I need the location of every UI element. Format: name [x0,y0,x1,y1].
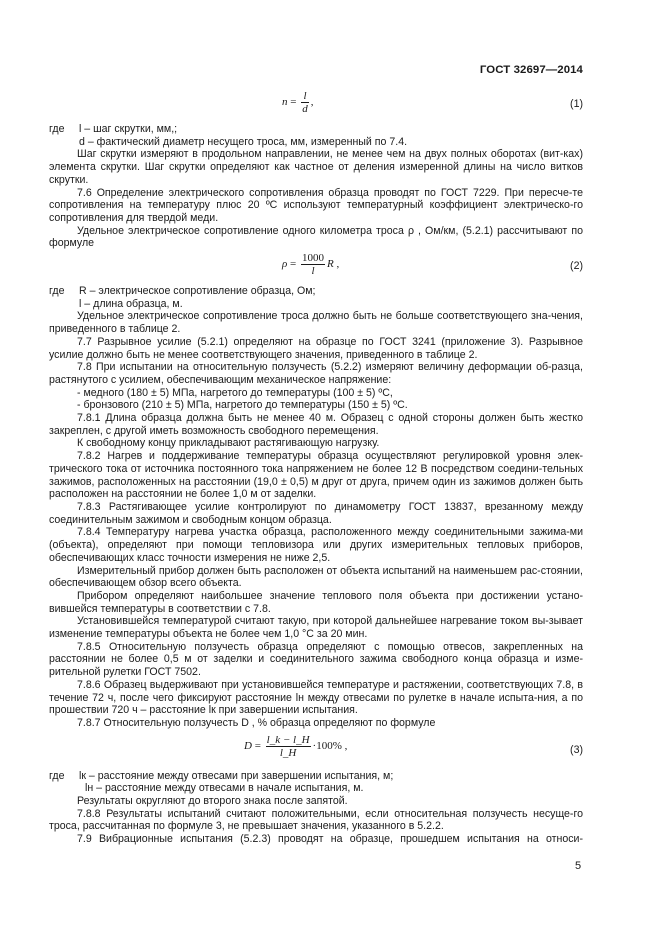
paragraph-7-8-6: 7.8.6 Образец выдерживают при установившейся температуре и растяжении, соответствующих 7.8, в течение 72 ч, после чего фиксируют расстояние lн между отвесами по рулетке в начале испыта-ния, а по прошествии 720 ч – расстояние lк при завершении испытания. [49,678,583,717]
eq1-fraction [301,90,309,115]
equation-1 [49,90,583,120]
paragraph-7-8-7: 7.8.7 Относительную ползучесть D , % образца определяют по формуле [77,716,436,729]
eq2-equals: = [290,258,297,271]
where-block-2 [49,285,583,310]
page-body [49,90,583,846]
paragraph-7-8-8: 7.8.8 Результаты испытаний считают положительными, если относительная ползучесть несуще-го троса, рассчитанная по формуле 3, не превышает значения, указанного в 5.2.2. [49,807,583,833]
document-header: ГОСТ 32697—2014 [479,64,583,76]
paragraph-7-8-5: 7.8.5 Относительную ползучесть образца определяют с помощью отвесов, закрепленных на расстоянии не более 0,5 м от заделки и соединительного зажима свободного конца образца и изме-рительной рулетки ГОСТ 7502. [49,640,583,679]
eq2-number: (2) [570,260,583,273]
eq3-denominator: l_H [279,746,297,759]
paragraph-rounding: Результаты округляют до второго знака после запятой. [77,795,348,808]
eq1-number: (1) [570,98,583,110]
paragraph-steady-temperature: Установившейся температурой считают такую, при которой дальнейшее нагревание током вы-зывает изменение температуры объекта не более чем 1,0 °С за 20 мин. [49,615,583,641]
eq2-variable: R [327,258,334,271]
def-length-l: l – длина образца, м. [79,297,183,310]
paragraph-7-8-3: 7.8.3 Растягивающее усилие контролируют по динамометру ГОСТ 13837, врезанному между соединительным зажимом и свободным концом образца. [49,500,583,526]
eq2-tail: , [336,258,340,271]
eq2-fraction [301,252,325,277]
paragraph-7-6: 7.6 Определение электрического сопротивления образца проводят по ГОСТ 7229. При пересче-те сопротивления на температуру плюс 20 ºС используют температурный коэффициент электрическо-го сопротивления для твердой меди. [49,186,583,224]
paragraph-7-8: 7.8 При испытании на относительную ползучесть (5.2.2) измеряют величину деформации об-разца, растянутого с усилием, обеспечивающим механическое напряжение: [49,361,583,386]
paragraph-7-8-2: 7.8.2 Нагрев и поддерживание температуры образца осуществляют регулировкой уровня элек-трического тока от источника постоянного тока напряжением не более 12 В посредством соедини-тельных зажимов, расположенных на расстоянии (19,0 ± 0,5) м друг от друга, причем один из зажимов должен быть расположен на расстоянии не более 1,0 м от заделки. [49,450,583,501]
paragraph-device-determines: Прибором определяют наибольшее значение теплового поля объекта при достижении устано-вившейся температуры в соответствии с 7.8. [49,589,583,615]
eq3-multiplier: ·100% , [312,739,348,752]
where-label: где [49,123,65,135]
eq1-numerator: l [301,90,309,103]
def-lh: lн – расстояние между отвесами в начале испытания, м. [85,782,364,795]
equation-2 [49,252,583,282]
def-step-l: l – шаг скрутки, мм,; [79,123,178,135]
paragraph-resistivity-requirement: Удельное электрическое сопротивление троса должно быть не больше соответствующего зна-чения, приведенного в таблице 2. [49,310,583,336]
paragraph-measuring-device: Измерительный прибор должен быть расположен от объекта испытаний на наименьшем рас-стоянии, обеспечивающем обзор всего объекта. [49,564,583,590]
paragraph-7-8-1: 7.8.1 Длина образца должна быть не менее 40 м. Образец с одной стороны должен быть жестко закреплен, с другой иметь возможность свободного перемещения. [49,412,583,437]
eq1-tail: , [310,96,314,109]
eq1-denominator: d [302,103,308,115]
where-label: где [49,769,65,782]
list-item-bronze: - бронзового (210 ± 5) МПа, нагретого до температуры (150 ± 5) ºС. [77,399,408,412]
def-resistance-R: R – электрическое сопротивление образца, Ом; [79,285,316,298]
paragraph-7-7: 7.7 Разрывное усилие (5.2.1) определяют на образце по ГОСТ 3241 (приложение 3). Разрывное усилие должно быть не менее соответствующего значения, приведенного в таблице 2. [49,335,583,361]
eq3-numerator: l_k − l_H [266,733,310,746]
list-item-copper: - медного (180 ± 5) МПа, нагретого до температуры (100 ± 5) ºС, [77,386,393,399]
paragraph-7-8-4: 7.8.4 Температуру нагрева участка образца, расположенного между соединительными зажима-ми (объекта), определяют при помощи тепловизора или других измерительных тепловых приборов, обеспечивающих класс точности измерения не ниже 2,5. [49,526,583,564]
eq1-equals: = [290,96,297,109]
eq1-lhs: n [282,96,288,109]
page-number: 5 [575,860,582,872]
eq3-fraction [266,734,311,759]
where-block-1 [49,123,583,148]
where-block-3 [49,770,583,795]
eq3-lhs: D [244,739,252,752]
def-diameter-d: d – фактический диаметр несущего троса, мм, измеренный по 7.4. [79,135,408,148]
paragraph-step: Шаг скрутки измеряют в продольном направлении, не менее чем на двух полных оборотах (вит-ках) элемента скрутки. Шаг скрутки определяют как частное от деления измеренной длины на число витков скрутки. [49,148,583,186]
paragraph-free-end: К свободному концу прикладывают растягивающую нагрузку. [77,437,380,450]
eq2-lhs: ρ [282,258,288,271]
eq2-denominator: l [311,265,315,278]
eq2-numerator: 1000 [302,252,324,265]
paragraph-7-9: 7.9 Вибрационные испытания (5.2.3) проводят на образце, прошедшем испытания на относи- [77,833,583,846]
def-lk: lк – расстояние между отвесами при завершении испытания, м; [79,769,394,782]
eq3-number: (3) [570,743,583,756]
paragraph-resistivity: Удельное электрическое сопротивление одного километра троса ρ , Ом/км, (5.2.1) рассчитывают по формуле [49,224,583,250]
equation-3 [49,734,583,768]
where-label: где [49,285,65,298]
eq3-equals: = [254,739,261,752]
